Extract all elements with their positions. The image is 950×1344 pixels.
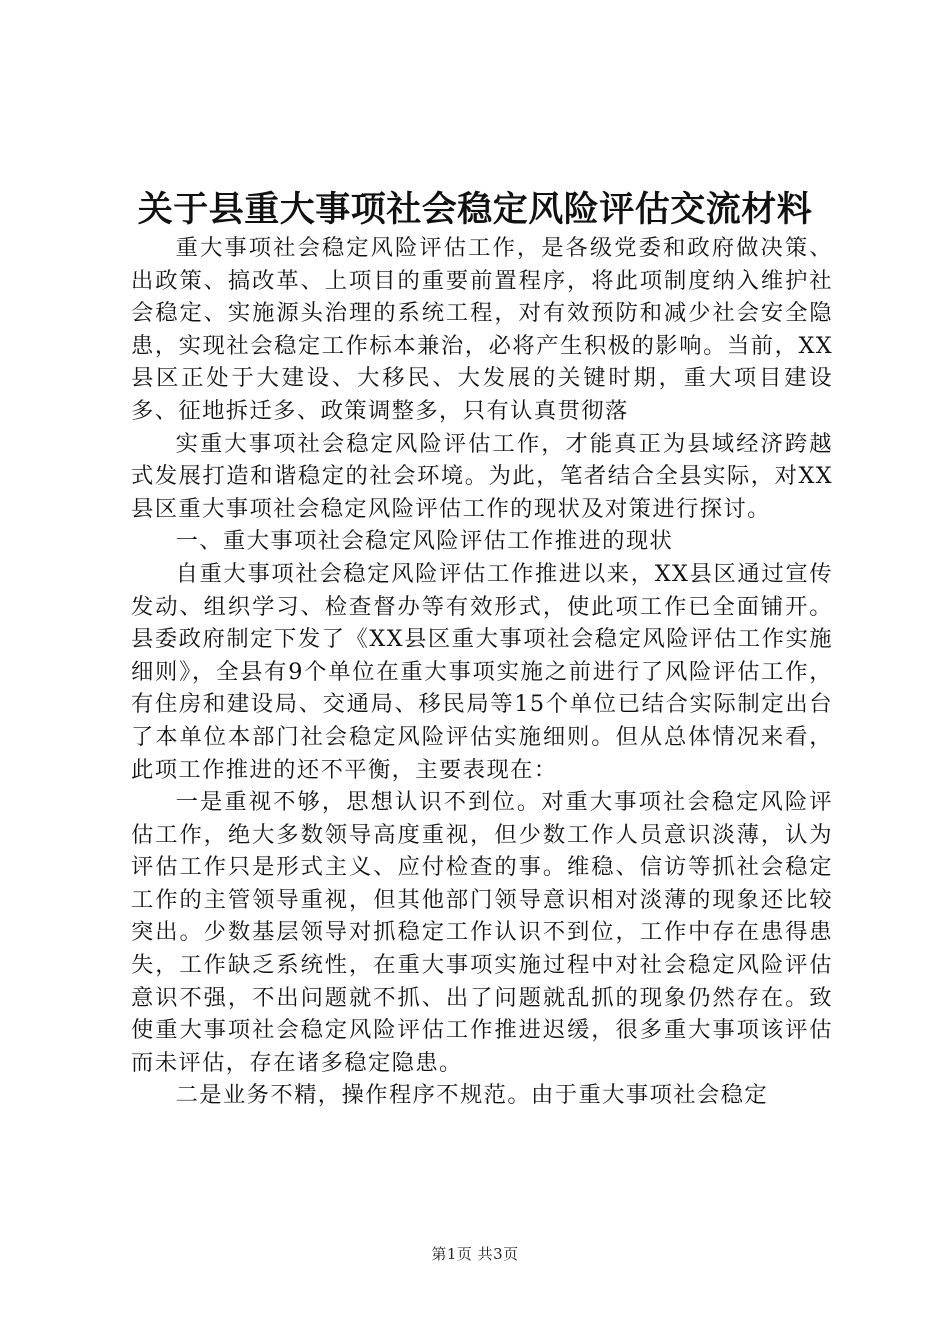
document-body: [131, 232, 833, 1112]
section-heading-1: 一、重大事项社会稳定风险评估工作推进的现状: [175, 528, 674, 555]
paragraph-continuation: 实重大事项社会稳定风险评估工作，才能真正为县域经济跨越式发展打造和谐稳定的社会环境。为此，笔者结合全县实际，对XX县区重大事项社会稳定风险评估工作的现状及对策进行探讨。: [131, 430, 833, 522]
paragraph-point-2: 二是业务不精，操作程序不规范。由于重大事项社会稳定: [175, 1082, 769, 1109]
page-number-footer: 第1页 共3页: [431, 1245, 519, 1263]
paragraph-intro: 重大事项社会稳定风险评估工作，是各级党委和政府做决策、出政策、搞改革、上项目的重要前置程序，将此项制度纳入维护社会稳定、实施源头治理的系统工程，对有效预防和减少社会安全隐患，实现社会稳定工作标本兼治，必将产生积极的影响。当前，XX县区正处于大建设、大移民、大发展的关键时期，重大项目建设多、征地拆迁多、政策调整多，只有认真贯彻落: [131, 235, 833, 424]
paragraph-point-1: 一是重视不够，思想认识不到位。对重大事项社会稳定风险评估工作，绝大多数领导高度重视，但少数工作人员意识淡薄，认为评估工作只是形式主义、应付检查的事。维稳、信访等抓社会稳定工作的主管领导重视，但其他部门领导意识相对淡薄的现象还比较突出。少数基层领导对抓稳定工作认识不到位，工作中存在患得患失，工作缺乏系统性，在重大事项实施过程中对社会稳定风险评估意识不强，不出问题就不抓、出了问题就乱抓的现象仍然存在。致使重大事项社会稳定风险评估工作推进迟缓，很多重大事项该评估而未评估，存在诸多稳定隐患。: [131, 789, 833, 1076]
paragraph-status: 自重大事项社会稳定风险评估工作推进以来，XX县区通过宣传发动、组织学习、检查督办等有效形式，使此项工作已全面铺开。县委政府制定下发了《XX县区重大事项社会稳定风险评估工作实施细则》，全县有9个单位在重大事项实施之前进行了风险评估工作，有住房和建设局、交通局、移民局等15个单位已结合实际制定出台了本单位本部门社会稳定风险评估实施细则。但从总体情况来看，此项工作推进的还不平衡，主要表现在：: [131, 560, 833, 783]
document-title: 关于县重大事项社会稳定风险评估交流材料: [137, 189, 813, 230]
